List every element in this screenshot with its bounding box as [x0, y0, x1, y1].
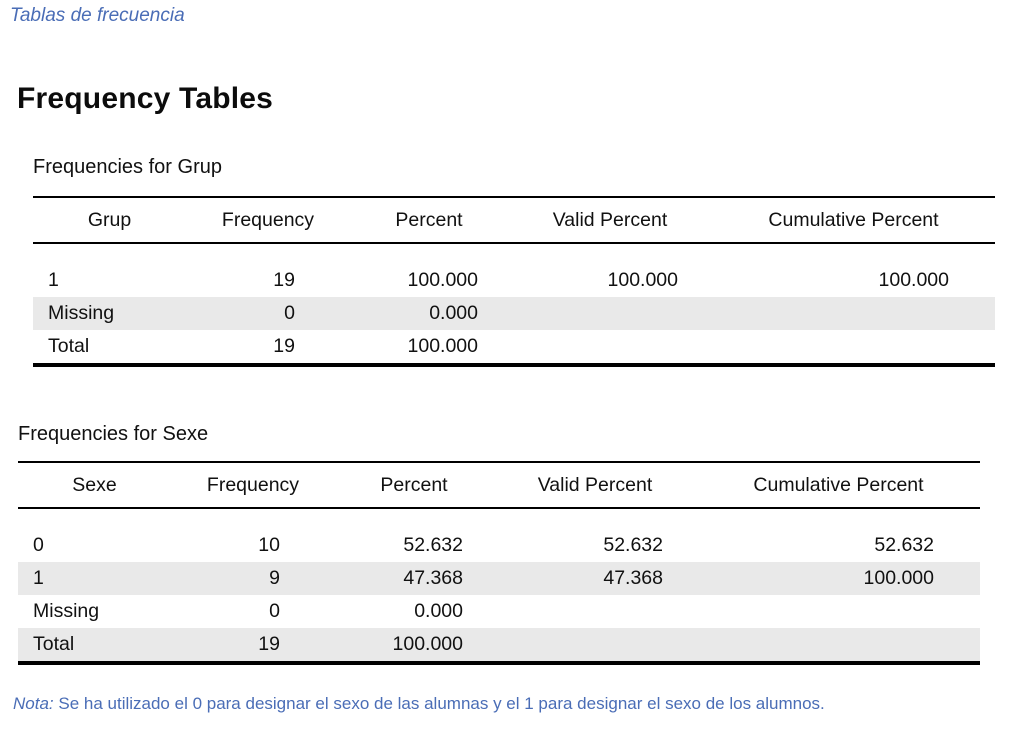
- table-cell: [508, 330, 712, 365]
- table-row: [33, 243, 995, 297]
- table-cell: 0: [186, 297, 350, 330]
- row-label: 1: [48, 269, 59, 291]
- table-cell: 0.000: [350, 297, 508, 330]
- frequency-table-grup: [33, 196, 995, 367]
- column-header: Grup: [33, 197, 186, 243]
- row-label: Missing: [33, 297, 186, 330]
- column-header: Frequency: [171, 462, 335, 508]
- table-cell: 52.632: [403, 534, 463, 556]
- column-header: Sexe: [18, 462, 171, 508]
- column-header: Frequency: [186, 197, 350, 243]
- column-header: Cumulative Percent: [697, 462, 980, 508]
- table-cell: 47.368: [335, 562, 493, 595]
- table-cell: [493, 628, 697, 663]
- table-cell: [712, 330, 995, 365]
- footer-note: [13, 694, 825, 714]
- table-cell: 100.000: [607, 269, 678, 291]
- row-label: Total: [48, 335, 90, 357]
- table-cell: [493, 595, 697, 628]
- table-row: [18, 628, 980, 663]
- frequency-table-sexe: [18, 461, 980, 665]
- table-cell: 10: [258, 534, 280, 556]
- table-cell: 52.632: [603, 534, 663, 556]
- table-row: [18, 562, 980, 595]
- table-cell: [697, 595, 980, 628]
- table-cell: 100.000: [407, 269, 478, 291]
- table-row: [33, 297, 995, 330]
- table-row: [18, 595, 980, 628]
- note-label: Nota:: [13, 694, 54, 713]
- note-text: Se ha utilizado el 0 para designar el sexo de las alumnas y el 1 para designar el sexo de los alumnos.: [53, 694, 825, 713]
- column-header: Percent: [335, 462, 493, 508]
- table-cell: 100.000: [878, 269, 949, 291]
- row-label: 1: [18, 562, 171, 595]
- table-row: [33, 330, 995, 365]
- column-header: Valid Percent: [508, 197, 712, 243]
- row-label: Total: [18, 628, 171, 663]
- table-cell: 19: [273, 269, 295, 291]
- table-row: [18, 508, 980, 562]
- table-cell: 0.000: [414, 600, 463, 622]
- table-caption-grup: Frequencies for Grup: [33, 156, 222, 178]
- column-header: Cumulative Percent: [712, 197, 995, 243]
- row-label: Missing: [33, 600, 100, 622]
- table-cell: [712, 297, 995, 330]
- table-cell: [697, 628, 980, 663]
- table-caption-sexe: Frequencies for Sexe: [18, 423, 209, 445]
- table-cell: 100.000: [335, 628, 493, 663]
- page-title: Frequency Tables: [17, 82, 274, 115]
- table-cell: 9: [171, 562, 335, 595]
- column-header: Valid Percent: [493, 462, 697, 508]
- table-cell: 52.632: [874, 534, 934, 556]
- table-cell: 47.368: [493, 562, 697, 595]
- table-cell: 19: [171, 628, 335, 663]
- table-cell: 0: [269, 600, 280, 622]
- section-title-link[interactable]: Tablas de frecuencia: [10, 5, 185, 26]
- table-cell: 19: [273, 335, 295, 357]
- table-cell: 100.000: [407, 335, 478, 357]
- table-cell: 100.000: [697, 562, 980, 595]
- row-label: 0: [33, 534, 44, 556]
- column-header: Percent: [350, 197, 508, 243]
- table-cell: [508, 297, 712, 330]
